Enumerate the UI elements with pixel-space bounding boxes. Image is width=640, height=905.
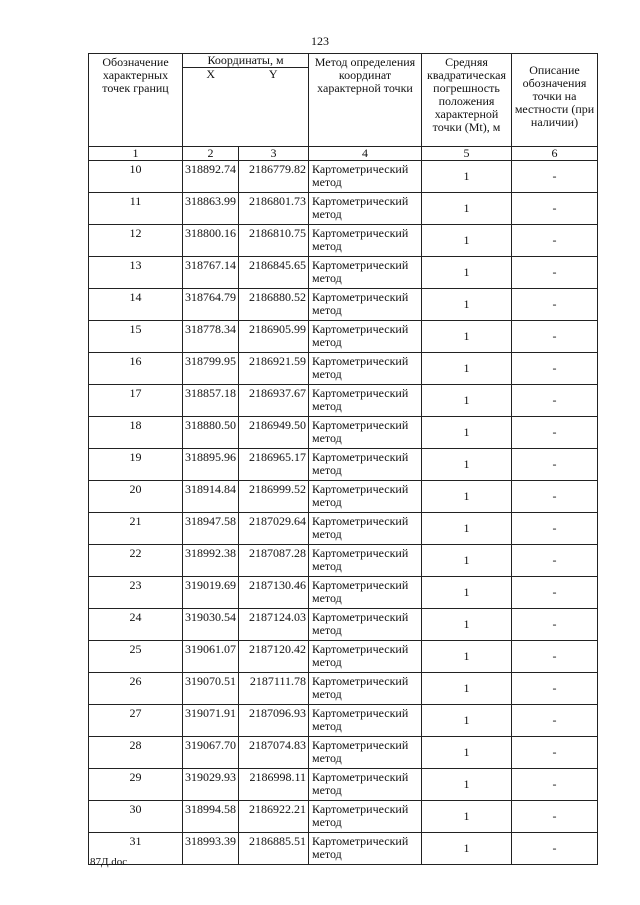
x-coordinate: 318767.14: [183, 257, 239, 289]
y-coordinate: 2186779.82: [239, 161, 309, 193]
determination-method: Картометрический метод: [309, 641, 422, 673]
point-description: -: [512, 289, 598, 321]
y-coordinate: 2186801.73: [239, 193, 309, 225]
x-coordinate: 318992.38: [183, 545, 239, 577]
x-coordinate: 318800.16: [183, 225, 239, 257]
y-coordinate: 2187074.83: [239, 737, 309, 769]
point-id: 29: [89, 769, 183, 801]
x-coordinate: 318994.58: [183, 801, 239, 833]
x-coordinate: 319061.07: [183, 641, 239, 673]
header-coordinates: Координаты, м: [183, 54, 309, 68]
column-number: 1: [89, 147, 183, 161]
point-description: -: [512, 801, 598, 833]
determination-method: Картометрический метод: [309, 289, 422, 321]
determination-method: Картометрический метод: [309, 481, 422, 513]
point-description: -: [512, 545, 598, 577]
table-row: [89, 705, 598, 737]
point-description: -: [512, 833, 598, 865]
point-description: -: [512, 417, 598, 449]
point-description: -: [512, 705, 598, 737]
table-row: [89, 801, 598, 833]
point-description: -: [512, 577, 598, 609]
mean-square-error: 1: [422, 161, 512, 193]
point-id: 23: [89, 577, 183, 609]
point-description: -: [512, 481, 598, 513]
page-number: 123: [311, 34, 329, 48]
column-number: 5: [422, 147, 512, 161]
determination-method: Картометрический метод: [309, 225, 422, 257]
y-coordinate: 2187087.28: [239, 545, 309, 577]
y-coordinate: 2186921.59: [239, 353, 309, 385]
y-coordinate: 2187124.03: [239, 609, 309, 641]
table-row: [89, 161, 598, 193]
header-mean-error: Средняя квадратическая погрешность положения характерной точки (Mt), м: [422, 54, 512, 147]
table-row: [89, 353, 598, 385]
mean-square-error: 1: [422, 641, 512, 673]
y-coordinate: 2186880.52: [239, 289, 309, 321]
point-id: 25: [89, 641, 183, 673]
table-row: [89, 513, 598, 545]
x-coordinate: 318863.99: [183, 193, 239, 225]
mean-square-error: 1: [422, 289, 512, 321]
point-description: -: [512, 449, 598, 481]
column-number: 3: [239, 147, 309, 161]
header-point-designation: Обозначение характерных точек границ: [89, 54, 183, 147]
point-description: -: [512, 769, 598, 801]
mean-square-error: 1: [422, 417, 512, 449]
y-coordinate: 2186845.65: [239, 257, 309, 289]
point-id: 22: [89, 545, 183, 577]
table-row: [89, 641, 598, 673]
mean-square-error: 1: [422, 353, 512, 385]
column-number: 4: [309, 147, 422, 161]
table-row: [89, 833, 598, 865]
table-row: [89, 737, 598, 769]
x-coordinate: 319071.91: [183, 705, 239, 737]
mean-square-error: 1: [422, 193, 512, 225]
table-row: [89, 289, 598, 321]
x-coordinate: 318947.58: [183, 513, 239, 545]
header-description: Описание обозначения точки на местности (при наличии): [512, 54, 598, 147]
mean-square-error: 1: [422, 225, 512, 257]
determination-method: Картометрический метод: [309, 705, 422, 737]
mean-square-error: 1: [422, 705, 512, 737]
column-number: 2: [183, 147, 239, 161]
determination-method: Картометрический метод: [309, 449, 422, 481]
footer-filename: 87Д.doc: [90, 856, 128, 868]
y-coordinate: 2186885.51: [239, 833, 309, 865]
table-row: [89, 481, 598, 513]
determination-method: Картометрический метод: [309, 161, 422, 193]
x-coordinate: 318895.96: [183, 449, 239, 481]
point-description: -: [512, 673, 598, 705]
mean-square-error: 1: [422, 321, 512, 353]
header-y: Y: [239, 68, 309, 147]
y-coordinate: 2187029.64: [239, 513, 309, 545]
point-id: 16: [89, 353, 183, 385]
header-method: Метод определения координат характерной точки: [309, 54, 422, 147]
y-coordinate: 2186949.50: [239, 417, 309, 449]
x-coordinate: 318892.74: [183, 161, 239, 193]
x-coordinate: 318799.95: [183, 353, 239, 385]
y-coordinate: 2186965.17: [239, 449, 309, 481]
table-row: [89, 193, 598, 225]
y-coordinate: 2187130.46: [239, 577, 309, 609]
determination-method: Картометрический метод: [309, 417, 422, 449]
point-description: -: [512, 737, 598, 769]
mean-square-error: 1: [422, 385, 512, 417]
determination-method: Картометрический метод: [309, 353, 422, 385]
determination-method: Картометрический метод: [309, 545, 422, 577]
point-id: 14: [89, 289, 183, 321]
x-coordinate: 319070.51: [183, 673, 239, 705]
point-id: 30: [89, 801, 183, 833]
boundary-points-table: [88, 53, 598, 865]
y-coordinate: 2187096.93: [239, 705, 309, 737]
point-description: -: [512, 257, 598, 289]
point-description: -: [512, 353, 598, 385]
x-coordinate: 318764.79: [183, 289, 239, 321]
point-id: 31: [89, 833, 183, 865]
x-coordinate: 318778.34: [183, 321, 239, 353]
x-coordinate: 318914.84: [183, 481, 239, 513]
mean-square-error: 1: [422, 577, 512, 609]
mean-square-error: 1: [422, 673, 512, 705]
determination-method: Картометрический метод: [309, 769, 422, 801]
determination-method: Картометрический метод: [309, 673, 422, 705]
determination-method: Картометрический метод: [309, 609, 422, 641]
point-description: -: [512, 161, 598, 193]
table-row: [89, 609, 598, 641]
point-id: 17: [89, 385, 183, 417]
determination-method: Картометрический метод: [309, 737, 422, 769]
mean-square-error: 1: [422, 609, 512, 641]
determination-method: Картометрический метод: [309, 833, 422, 865]
point-id: 27: [89, 705, 183, 737]
x-coordinate: 319029.93: [183, 769, 239, 801]
table-row: [89, 321, 598, 353]
point-id: 15: [89, 321, 183, 353]
table-row: [89, 385, 598, 417]
point-id: 12: [89, 225, 183, 257]
point-description: -: [512, 321, 598, 353]
header-x: X: [183, 68, 239, 147]
x-coordinate: 318880.50: [183, 417, 239, 449]
point-description: -: [512, 513, 598, 545]
point-description: -: [512, 641, 598, 673]
y-coordinate: 2186922.21: [239, 801, 309, 833]
determination-method: Картометрический метод: [309, 801, 422, 833]
determination-method: Картометрический метод: [309, 513, 422, 545]
table-row: [89, 769, 598, 801]
y-coordinate: 2186999.52: [239, 481, 309, 513]
point-id: 20: [89, 481, 183, 513]
x-coordinate: 319067.70: [183, 737, 239, 769]
point-id: 21: [89, 513, 183, 545]
point-id: 11: [89, 193, 183, 225]
point-id: 18: [89, 417, 183, 449]
point-description: -: [512, 385, 598, 417]
table-row: [89, 417, 598, 449]
determination-method: Картометрический метод: [309, 321, 422, 353]
mean-square-error: 1: [422, 737, 512, 769]
x-coordinate: 319019.69: [183, 577, 239, 609]
x-coordinate: 319030.54: [183, 609, 239, 641]
x-coordinate: 318857.18: [183, 385, 239, 417]
table-row: [89, 449, 598, 481]
point-description: -: [512, 193, 598, 225]
determination-method: Картометрический метод: [309, 385, 422, 417]
determination-method: Картометрический метод: [309, 577, 422, 609]
point-description: -: [512, 609, 598, 641]
mean-square-error: 1: [422, 801, 512, 833]
y-coordinate: 2187111.78: [239, 673, 309, 705]
point-id: 28: [89, 737, 183, 769]
determination-method: Картометрический метод: [309, 193, 422, 225]
mean-square-error: 1: [422, 257, 512, 289]
point-id: 19: [89, 449, 183, 481]
x-coordinate: 318993.39: [183, 833, 239, 865]
column-numbers-row: [89, 147, 598, 161]
point-id: 24: [89, 609, 183, 641]
point-id: 26: [89, 673, 183, 705]
point-id: 10: [89, 161, 183, 193]
mean-square-error: 1: [422, 449, 512, 481]
mean-square-error: 1: [422, 545, 512, 577]
y-coordinate: 2186998.11: [239, 769, 309, 801]
table-row: [89, 545, 598, 577]
table-row: [89, 257, 598, 289]
point-description: -: [512, 225, 598, 257]
y-coordinate: 2187120.42: [239, 641, 309, 673]
mean-square-error: 1: [422, 513, 512, 545]
column-number: 6: [512, 147, 598, 161]
y-coordinate: 2186937.67: [239, 385, 309, 417]
point-id: 13: [89, 257, 183, 289]
determination-method: Картометрический метод: [309, 257, 422, 289]
table-row: [89, 673, 598, 705]
mean-square-error: 1: [422, 481, 512, 513]
mean-square-error: 1: [422, 769, 512, 801]
y-coordinate: 2186905.99: [239, 321, 309, 353]
table-row: [89, 225, 598, 257]
y-coordinate: 2186810.75: [239, 225, 309, 257]
mean-square-error: 1: [422, 833, 512, 865]
table-row: [89, 577, 598, 609]
